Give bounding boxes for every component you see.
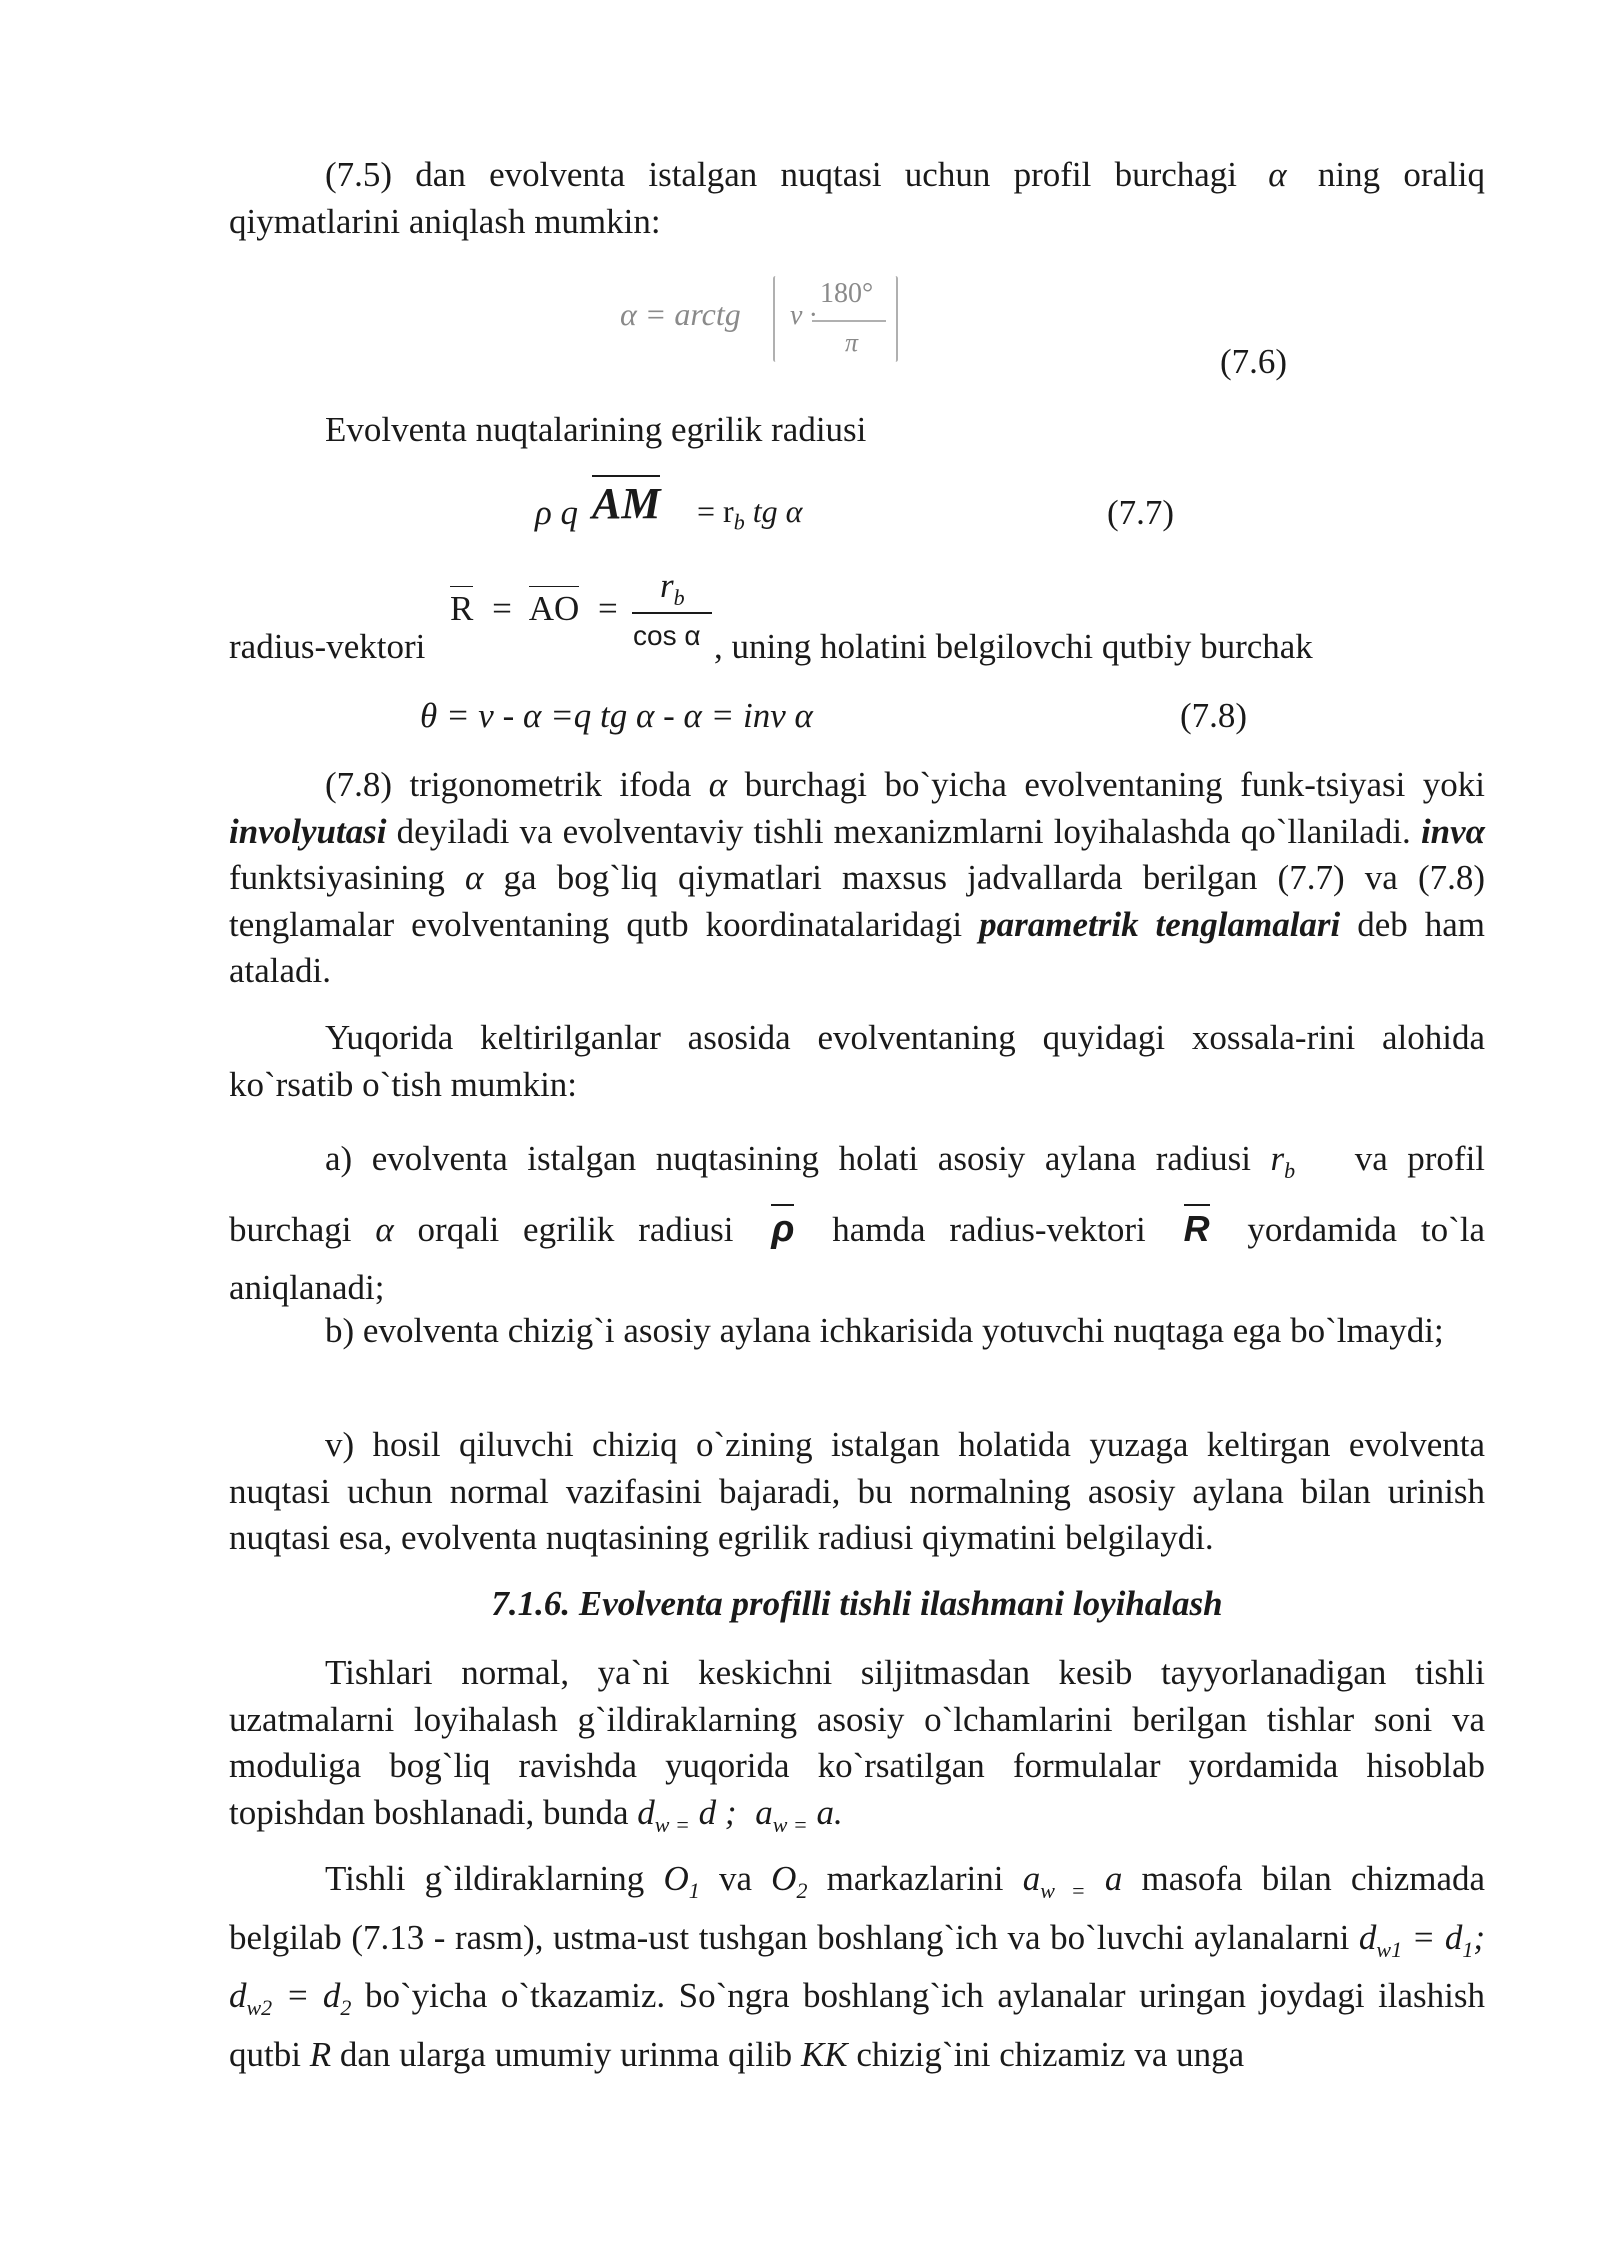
equation-7-6: α = arctg <box>620 296 741 332</box>
paragraph-8: Tishlari normal, ya`ni keskichni siljitmasdan kesib tayyorlanadigan tishli uzatmalarni loyihalash g`ildiraklarning asosiy o`lchamlarini berilgan tishlar soni va moduliga bog`liq ravishda yuqorida ko`rsatilgan formulalar yordamida hisoblab topishdan boshlanadi, bunda $d_{w =}$ d ; $a_{w =}$ a. <box>229 1653 1485 1837</box>
paragraph-5: a) evolventa istalgan nuqtasining holati asosiy aylana radiusi $r_b$ va profil burchagi α orqali egrilik radiusi ρ hamda radius-vektori R yordamida to`la aniqlanadi; <box>229 1139 1486 1307</box>
radius-vector-tail: , uning holatini belgilovchi qutbiy burchak <box>714 627 1313 666</box>
radius-vector-label: radius-vektori <box>229 627 426 666</box>
paragraph-7: v) hosil qiluvchi chiziq o`zining istalgan holatida yuzaga keltirgan evolventa nuqtasi uchun normal vazifasini bajaradi, bu normalning asosiy aylana bilan urinish nuqtasi esa, evolventa nuqtasining egrilik radiusi qiymatini belgilaydi. <box>229 1425 1485 1557</box>
rv-denominator: cos α <box>633 620 701 651</box>
paragraph-9: Tishli g`ildiraklarning $O_1$ va $O_2$ markazlarini $a_{w =}$ a masofa bilan chizmada belgilab (7.13 - rasm), ustma-ust tushgan boshlang`ich va bo`luvchi aylanalarni $d_{w1} = d_1$; $d_{w2} = d_2$ bo`yicha o`tkazamiz. So`ngra boshlang`ich aylanalar uringan joydagi ilashish qutbi R dan ularga umumiy urinma qilib KK chizig`ini chizamiz va unga <box>229 1859 1486 2074</box>
arc-AM: AM <box>592 478 660 529</box>
equation-number-7-6: (7.6) <box>1220 342 1288 381</box>
paragraph-2: Evolventa nuqtalarining egrilik radiusi <box>325 410 867 449</box>
paragraph-4: Yuqorida keltirilganlar asosida evolventaning quyidagi xossala-rini alohida ko`rsatib o`tish mumkin: <box>229 1018 1485 1104</box>
eq76-denominator: π <box>845 328 859 357</box>
eq76-left-bracket <box>773 276 778 362</box>
equation-number-7-8: (7.8) <box>1180 696 1248 735</box>
radius-vector-equation: R = AO = <box>450 589 628 629</box>
rv-numerator: $r_b$ <box>660 566 685 610</box>
equation-number-7-7: (7.7) <box>1107 493 1175 532</box>
section-heading: 7.1.6. Evolventa profilli tishli ilashmani loyihalash <box>491 1584 1223 1623</box>
paragraph-1: (7.5) dan evolventa istalgan nuqtasi uchun profil burchagi α ning oraliq qiymatlarini aniqlash mumkin: <box>229 155 1486 241</box>
rv-fraction-bar <box>632 612 712 614</box>
eq76-right-bracket <box>893 276 898 362</box>
equation-7-8: θ = ν - α =q tg α - α = inv α <box>420 696 813 735</box>
eq76-fraction-bar <box>812 320 886 322</box>
paragraph-6: b) evolventa chizig`i asosiy aylana ichkarisida yotuvchi nuqtaga ega bo`lmaydi; <box>325 1311 1444 1350</box>
eq76-numerator: 180° <box>820 278 874 309</box>
eq76-nu: ν · <box>790 300 817 331</box>
paragraph-3: (7.8) trigonometrik ifoda α burchagi bo`yicha evolventaning funk-tsiyasi yoki involyutasi deyiladi va evolventaviy tishli mexanizmlarni loyihalashda qo`llaniladi. invα funktsiyasining α ga bog`liq qiymatlari maxsus jadvallarda berilgan (7.7) va (7.8) tenglamalar evolventaning qutb koordinatalaridagi parametrik tenglamalari deb ham ataladi. <box>229 765 1486 990</box>
eq77-rhs: = $r_b$ tg α <box>697 493 803 535</box>
equation-7-7: ρ q <box>535 493 579 532</box>
